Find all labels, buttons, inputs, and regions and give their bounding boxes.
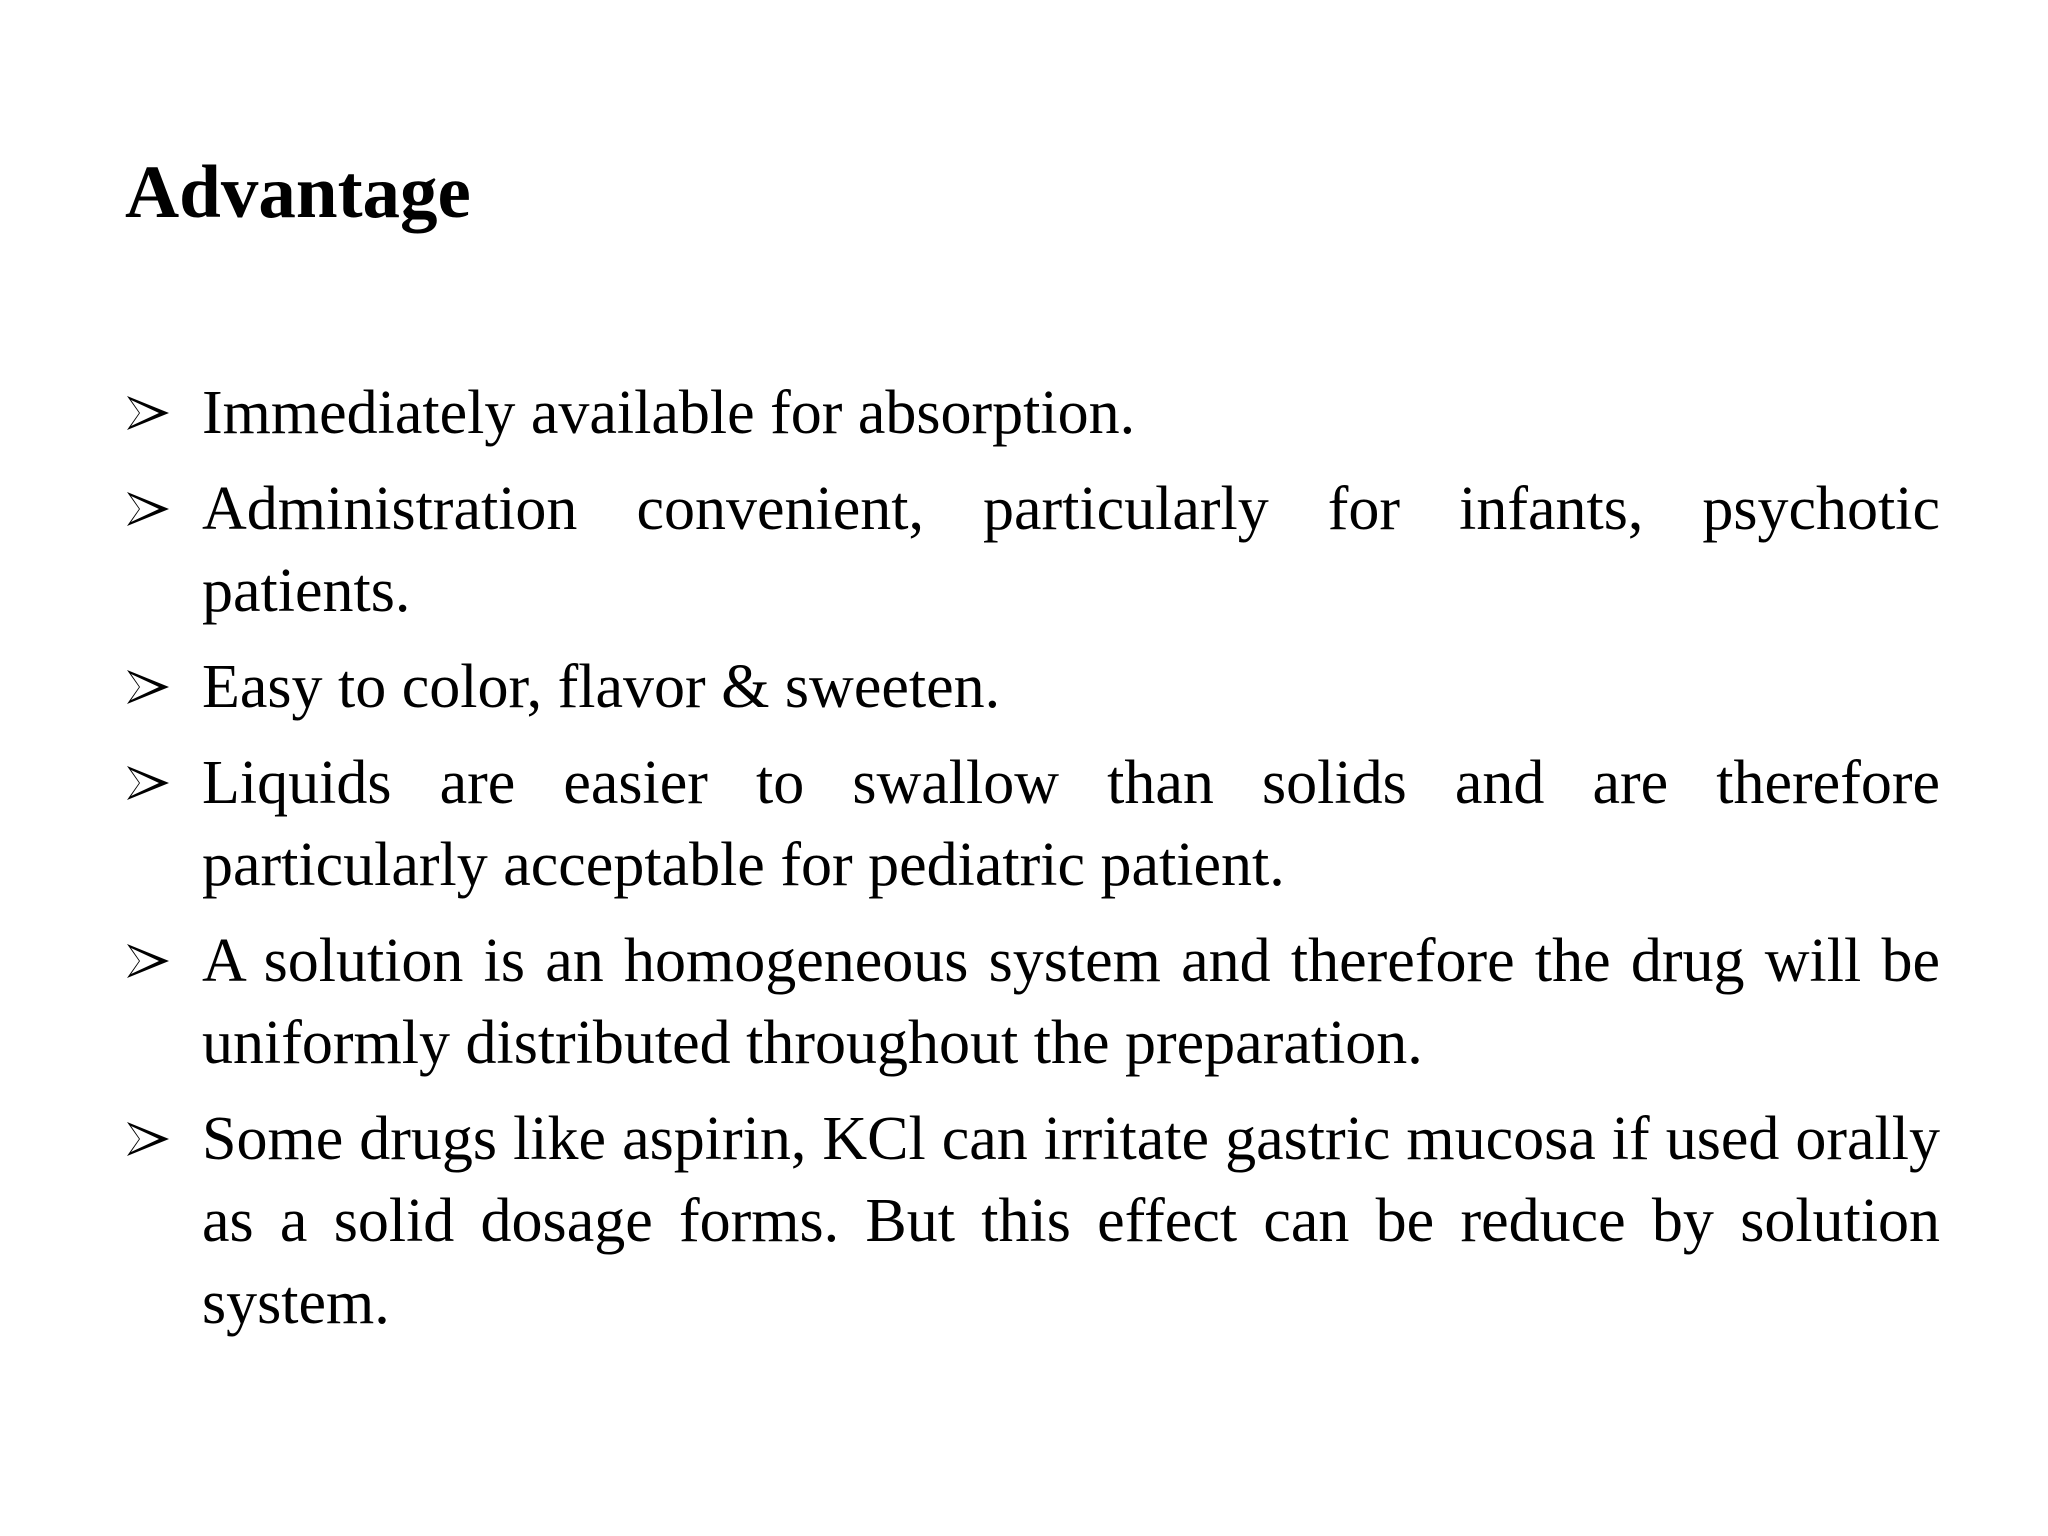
- slide-title: Advantage: [125, 151, 471, 234]
- arrowhead-bullet-icon: [125, 1120, 171, 1158]
- arrowhead-bullet-icon: [125, 764, 171, 802]
- arrowhead-bullet-icon: [125, 942, 171, 980]
- list-item-text: Easy to color, flavor & sweeten.: [202, 653, 1001, 721]
- list-item: [125, 372, 1940, 454]
- list-item-text: A solution is an homogeneous system and therefore the drug will be uniformly distributed throughout the preparation.: [202, 927, 1940, 1077]
- arrowhead-bullet-icon: [125, 668, 171, 706]
- list-item-text: Immediately available for absorption.: [202, 379, 1136, 447]
- arrowhead-bullet-icon: [125, 490, 171, 528]
- list-item: [125, 920, 1940, 1084]
- arrowhead-bullet-icon: [125, 394, 171, 432]
- list-item-text: Administration convenient, particularly for infants, psychotic patients.: [202, 475, 1940, 625]
- list-item: [125, 742, 1940, 906]
- list-item: [125, 646, 1940, 728]
- list-item: [125, 1098, 1940, 1344]
- bullet-list: [125, 372, 1940, 1358]
- list-item-text: Liquids are easier to swallow than solids and are therefore particularly acceptable for pediatric patient.: [202, 749, 1940, 899]
- list-item-text: Some drugs like aspirin, KCl can irritate gastric mucosa if used orally as a solid dosage forms. But this effect can be reduce by solution system.: [202, 1105, 1940, 1337]
- list-item: [125, 468, 1940, 632]
